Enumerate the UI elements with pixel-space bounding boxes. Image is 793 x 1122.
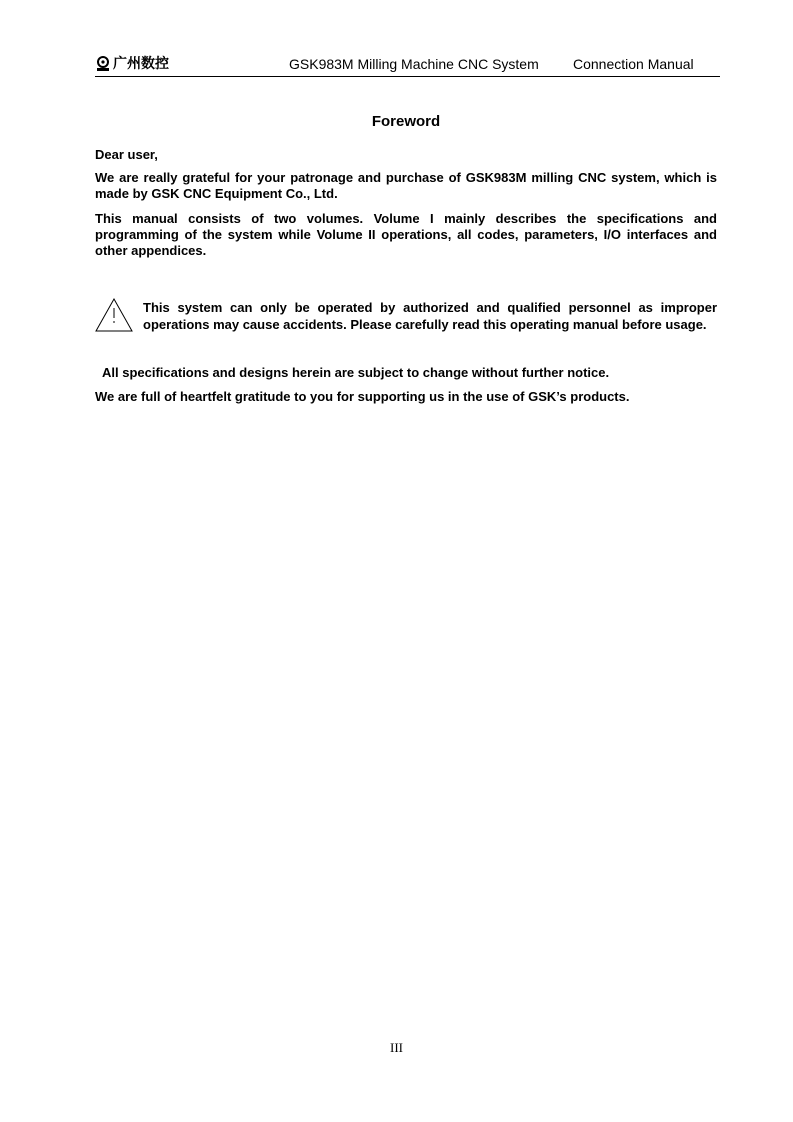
gratitude-text: We are full of heartfelt gratitude to you for supporting us in the use of GSK’s products. bbox=[95, 389, 630, 404]
header-manual-name: Connection Manual bbox=[573, 56, 694, 72]
warning-triangle-icon bbox=[95, 298, 133, 332]
page-header bbox=[95, 54, 720, 77]
page-title: Foreword bbox=[371, 113, 441, 130]
gsk-logo-icon bbox=[95, 56, 111, 72]
warning-block bbox=[95, 298, 717, 352]
page-number: III bbox=[390, 1040, 403, 1055]
salutation: Dear user, bbox=[95, 147, 158, 162]
company-logo bbox=[95, 56, 169, 72]
warning-text: This system can only be operated by authorized and qualified personnel as improper operations may cause accidents. Please carefully read this operating manual before usage. bbox=[143, 300, 717, 332]
paragraph-volumes: This manual consists of two volumes. Volume I mainly describes the specifications and programming of the system while Volume II operations, all codes, parameters, I/O interfaces and other appendices. bbox=[95, 211, 717, 258]
paragraph-thanks: We are really grateful for your patronage and purchase of GSK983M milling CNC system, which is made by GSK CNC Equipment Co., Ltd. bbox=[95, 170, 717, 201]
notice-text: All specifications and designs herein are subject to change without further notice. bbox=[102, 365, 610, 380]
logo-text: 广州数控 bbox=[113, 56, 169, 72]
header-title: GSK983M Milling Machine CNC System bbox=[289, 56, 539, 72]
